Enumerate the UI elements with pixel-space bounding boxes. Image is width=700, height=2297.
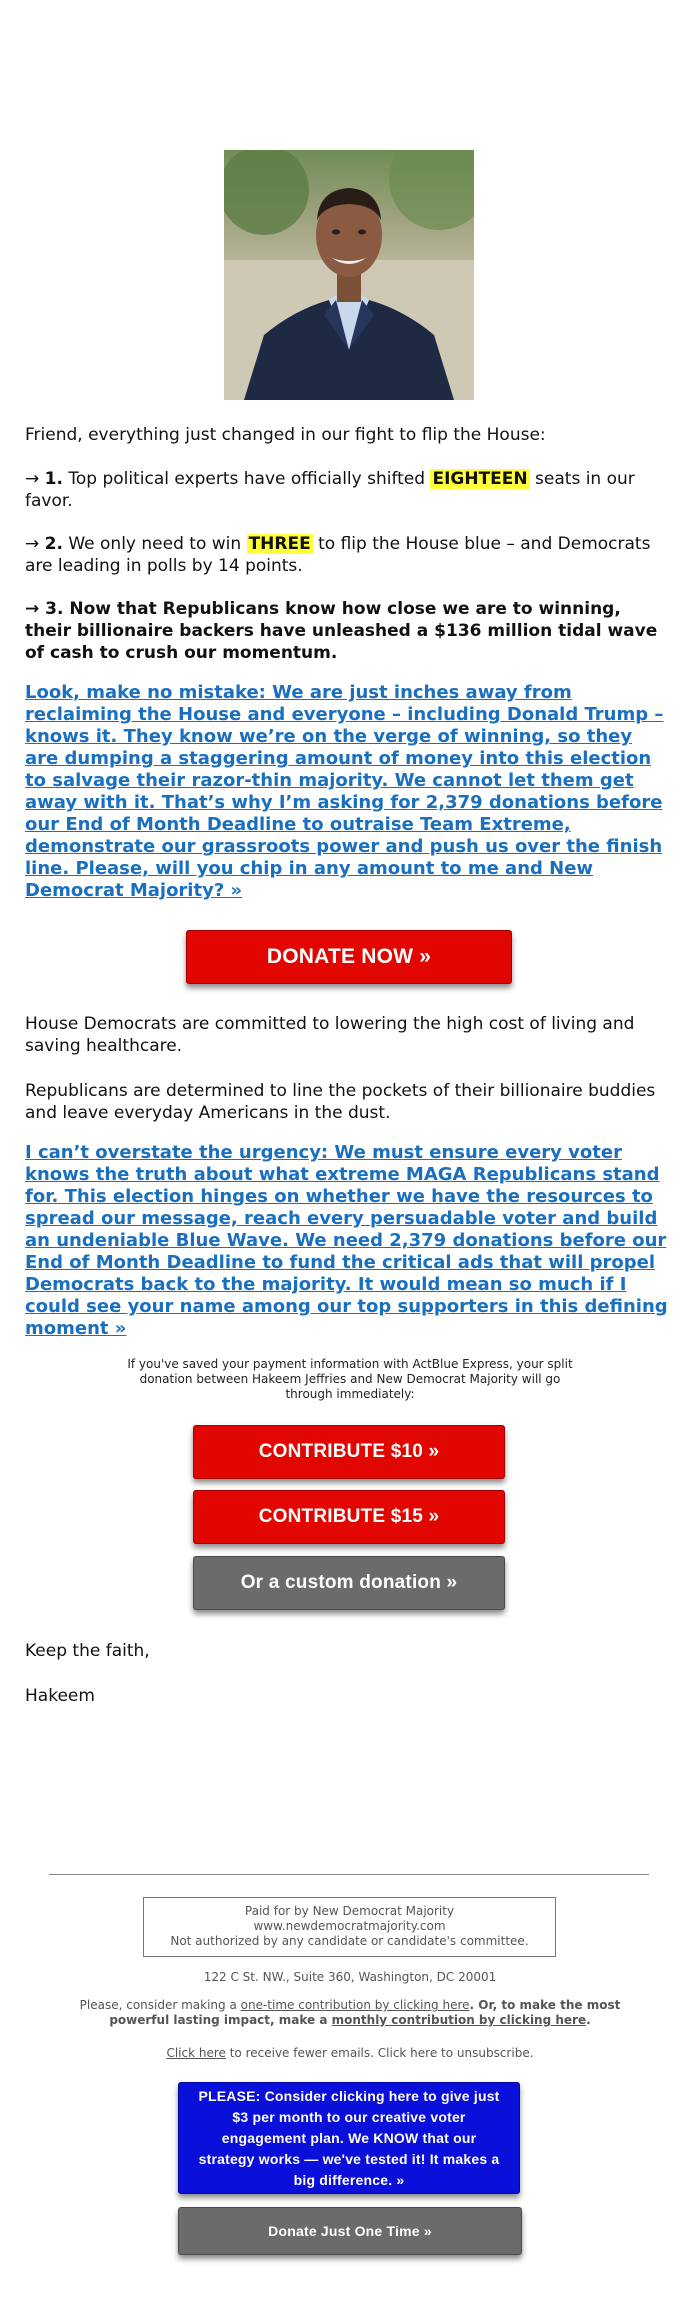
point-1 (25, 468, 670, 512)
point-text: to flip the House blue – and Democrats are leading in polls by 14 points. (25, 534, 651, 576)
paid-for-box (143, 1897, 556, 1957)
website-line: www.newdemocratmajority.com (253, 1919, 446, 1933)
point-text: Now that Republicans know how close we are to winning, their billionaire backers have unleashed a $136 million tidal wave of cash to crush our momentum. (25, 599, 658, 663)
appeal-link-2[interactable] (25, 1142, 670, 1340)
paid-for-line: Paid for by New Democrat Majority (244, 1904, 455, 1918)
portrait-illustration (224, 150, 474, 400)
custom-donation-button[interactable]: Or a custom donation » (193, 1556, 505, 1610)
monthly-contribution-link[interactable]: monthly contribution by clicking here (331, 2013, 587, 2027)
signoff-line: Keep the faith, (25, 1641, 150, 1661)
point-2 (25, 533, 670, 577)
point-3 (25, 598, 670, 664)
intro-text: Friend, everything just changed in our fight to flip the House: (25, 425, 546, 445)
signoff-name: Hakeem (25, 1686, 95, 1706)
point-text: seats in our favor. (25, 469, 635, 511)
paragraph-republicans: Republicans are determined to line the pockets of their billionaire buddies and leave everyday Americans in the dust. (25, 1081, 656, 1123)
consider-text-end: . (586, 2013, 591, 2027)
monthly-donation-button[interactable]: PLEASE: Consider clicking here to give just $3 per month to our creative voter engagement plan. We KNOW that our strategy works — we've tested it! It makes a big difference. » (178, 2082, 520, 2194)
point-text: Top political experts have officially shifted (68, 469, 426, 489)
candidate-photo (224, 150, 474, 400)
highlight-eighteen: EIGHTEEN (432, 469, 528, 489)
point-number: 2. (44, 534, 63, 554)
appeal-link-2-text[interactable]: I can’t overstate the urgency: We must ensure every voter knows the truth about what extreme MAGA Republicans stand for. This election hinges on whether we have the resources to spread our message, reach every persuadable voter and build an undeniable Blue Wave. We need 2,379 donations before our End of Month Deadline to fund the critical ads that will propel Democrats back to the majority. It would mean so much if I could see your name among our top supporters in this defining moment » (25, 1142, 668, 1339)
appeal-link-1-text[interactable]: Look, make no mistake: We are just inches away from reclaiming the House and everyone – including Donald Trump – knows it. They know we’re on the verge of winning, so they are dumping a staggering amount of money into this election to salvage their razor-thin majority. We cannot let them get away with it. That’s why I’m asking for 2,379 donations before our End of Month Deadline to outraise Team Extreme, demonstrate our grassroots power and push us over the finish line. Please, will you chip in any amount to me and New Democrat Majority? » (25, 682, 664, 901)
fewer-emails-line (100, 2046, 600, 2061)
arrow-icon: → (25, 534, 40, 554)
consider-text: Please, consider making a (79, 1998, 241, 2012)
consider-text-bold: . Or, to make the most powerful lasting impact, make a (109, 1998, 621, 2027)
donate-now-button[interactable]: DONATE NOW » (186, 930, 512, 984)
highlight-three: THREE (248, 534, 311, 554)
one-time-donation-button[interactable]: Donate Just One Time » (178, 2207, 522, 2255)
point-number: 1. (44, 469, 63, 489)
footer-divider (49, 1874, 649, 1875)
mailing-address: 122 C St. NW., Suite 360, Washington, DC 20001 (203, 1970, 497, 1984)
unsubscribe-text: to receive fewer emails. Click here to unsubscribe. (225, 2046, 534, 2060)
arrow-icon: → (25, 599, 40, 619)
appeal-link-1[interactable] (25, 682, 670, 902)
contribute-10-button[interactable]: CONTRIBUTE $10 » (193, 1425, 505, 1479)
point-text: We only need to win (68, 534, 242, 554)
contribute-15-button[interactable]: CONTRIBUTE $15 » (193, 1490, 505, 1544)
disclaimer-line: Not authorized by any candidate or candidate's committee. (170, 1934, 529, 1948)
paragraph-cost-of-living: House Democrats are committed to lowering the high cost of living and saving healthcare. (25, 1014, 635, 1056)
point-number: 3. (45, 599, 64, 619)
one-time-contribution-link[interactable]: one-time contribution by clicking here (240, 1998, 470, 2012)
fewer-emails-link[interactable]: Click here (166, 2046, 226, 2060)
actblue-note: If you've saved your payment information with ActBlue Express, your split donation between Hakeem Jeffries and New Democrat Majority will go through immediately: (127, 1357, 573, 1401)
arrow-icon: → (25, 469, 40, 489)
contribution-options (70, 1998, 630, 2028)
